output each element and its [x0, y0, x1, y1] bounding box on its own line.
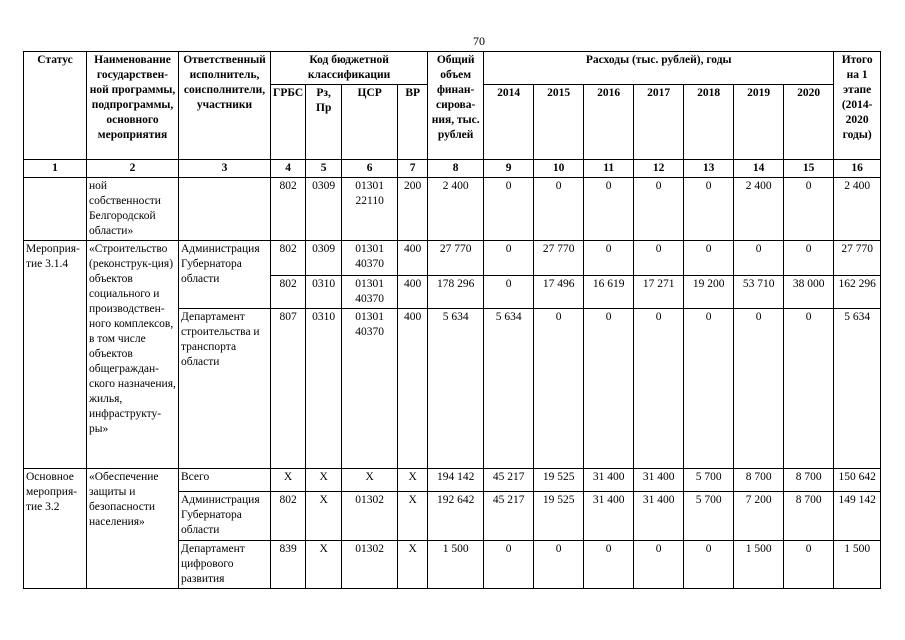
- year-cell: 5 634: [484, 309, 534, 469]
- executor-cell: Всего: [179, 469, 271, 492]
- year-cell: 19 525: [534, 492, 584, 541]
- total-cell: 194 142: [428, 469, 484, 492]
- header-status: Статус: [24, 52, 87, 160]
- year-cell: 5 700: [684, 492, 734, 541]
- year-cell: 1 500: [734, 541, 784, 589]
- year-cell: 0: [584, 241, 634, 276]
- year-cell: 0: [734, 309, 784, 469]
- vr-cell: 400: [398, 309, 428, 469]
- year-cell: 19 525: [534, 469, 584, 492]
- executor-cell: Администрация Губернатора области: [179, 241, 271, 309]
- year-cell: 8 700: [734, 469, 784, 492]
- csr-cell: 01302: [342, 492, 398, 541]
- rzpr-cell: 0310: [306, 309, 342, 469]
- total-cell: 27 770: [428, 241, 484, 276]
- year-cell: 31 400: [584, 492, 634, 541]
- year-cell: 0: [684, 541, 734, 589]
- table-row: [24, 469, 881, 492]
- column-number: 16: [834, 160, 881, 178]
- column-number-row: [24, 160, 881, 178]
- stage-total-cell: 162 296: [834, 276, 881, 309]
- year-cell: 0: [784, 241, 834, 276]
- table-row: [24, 178, 881, 241]
- total-cell: 2 400: [428, 178, 484, 241]
- year-cell: 8 700: [784, 492, 834, 541]
- header-year: 2019: [734, 85, 784, 160]
- header-executor: Ответственный исполнитель, соисполнители, участники: [179, 52, 271, 160]
- year-cell: 2 400: [734, 178, 784, 241]
- name-cell: «Строительство (реконструк-ция) объектов социального и производствен-ного комплексов, в том числе объектов общеграждан-ского назначения, жилья, инфраструкту-ры»: [87, 241, 179, 469]
- vr-cell: 400: [398, 276, 428, 309]
- header-csr: ЦСР: [342, 85, 398, 160]
- csr-cell: 01301 22110: [342, 178, 398, 241]
- grbs-cell: 802: [271, 276, 306, 309]
- executor-cell: Администрация Губернатора области: [179, 492, 271, 541]
- budget-table: [23, 51, 881, 589]
- rzpr-cell: X: [306, 492, 342, 541]
- year-cell: 17 271: [634, 276, 684, 309]
- header-year: 2017: [634, 85, 684, 160]
- executor-cell: Департамент строительства и транспорта области: [179, 309, 271, 469]
- column-number: 3: [179, 160, 271, 178]
- total-cell: 1 500: [428, 541, 484, 589]
- year-cell: 0: [584, 178, 634, 241]
- column-number: 14: [734, 160, 784, 178]
- total-cell: 192 642: [428, 492, 484, 541]
- year-cell: 0: [634, 241, 684, 276]
- column-number: 4: [271, 160, 306, 178]
- year-cell: 0: [684, 178, 734, 241]
- rzpr-cell: X: [306, 469, 342, 492]
- name-cell: ной собственности Белгородской области»: [87, 178, 179, 241]
- csr-cell: 01301 40370: [342, 276, 398, 309]
- header-grbs: ГРБС: [271, 85, 306, 160]
- stage-total-cell: 150 642: [834, 469, 881, 492]
- grbs-cell: 807: [271, 309, 306, 469]
- column-number: 7: [398, 160, 428, 178]
- year-cell: 0: [534, 541, 584, 589]
- column-number: 13: [684, 160, 734, 178]
- total-cell: 178 296: [428, 276, 484, 309]
- year-cell: 53 710: [734, 276, 784, 309]
- rzpr-cell: 0309: [306, 241, 342, 276]
- rzpr-cell: 0310: [306, 276, 342, 309]
- year-cell: 0: [634, 541, 684, 589]
- table-row: [24, 241, 881, 276]
- vr-cell: 200: [398, 178, 428, 241]
- header-total: Общий объем финан-сирова-ния, тыс. рублей: [428, 52, 484, 160]
- header-vr: ВР: [398, 85, 428, 160]
- year-cell: 0: [534, 178, 584, 241]
- stage-total-cell: 149 142: [834, 492, 881, 541]
- year-cell: 0: [634, 178, 684, 241]
- header-expenses-group: Расходы (тыс. рублей), годы: [484, 52, 834, 85]
- grbs-cell: 802: [271, 178, 306, 241]
- year-cell: 7 200: [734, 492, 784, 541]
- csr-cell: X: [342, 469, 398, 492]
- rzpr-cell: 0309: [306, 178, 342, 241]
- status-cell: [24, 178, 87, 241]
- column-number: 2: [87, 160, 179, 178]
- year-cell: 0: [634, 309, 684, 469]
- vr-cell: X: [398, 492, 428, 541]
- column-number: 1: [24, 160, 87, 178]
- year-cell: 31 400: [634, 469, 684, 492]
- header-name: Наименование государствен-ной программы, подпрограммы, основного мероприятия: [87, 52, 179, 160]
- csr-cell: 01301 40370: [342, 309, 398, 469]
- executor-cell: Департамент цифрового развития: [179, 541, 271, 589]
- year-cell: 0: [534, 309, 584, 469]
- year-cell: 0: [484, 241, 534, 276]
- vr-cell: 400: [398, 241, 428, 276]
- column-number: 11: [584, 160, 634, 178]
- year-cell: 0: [484, 276, 534, 309]
- year-cell: 5 700: [684, 469, 734, 492]
- column-number: 6: [342, 160, 398, 178]
- year-cell: 0: [734, 241, 784, 276]
- year-cell: 17 496: [534, 276, 584, 309]
- grbs-cell: 839: [271, 541, 306, 589]
- page-number: 70: [473, 34, 485, 48]
- grbs-cell: 802: [271, 241, 306, 276]
- year-cell: 0: [484, 178, 534, 241]
- header-year: 2020: [784, 85, 834, 160]
- rzpr-cell: X: [306, 541, 342, 589]
- column-number: 10: [534, 160, 584, 178]
- name-cell: «Обеспечение защиты и безопасности населения»: [87, 469, 179, 589]
- year-cell: 19 200: [684, 276, 734, 309]
- year-cell: 45 217: [484, 469, 534, 492]
- year-cell: 38 000: [784, 276, 834, 309]
- header-year: 2014: [484, 85, 534, 160]
- stage-total-cell: 2 400: [834, 178, 881, 241]
- year-cell: 31 400: [634, 492, 684, 541]
- status-cell: Мероприя-тие 3.1.4: [24, 241, 87, 469]
- column-number: 12: [634, 160, 684, 178]
- csr-cell: 01301 40370: [342, 241, 398, 276]
- grbs-cell: X: [271, 469, 306, 492]
- header-year: 2015: [534, 85, 584, 160]
- year-cell: 0: [784, 309, 834, 469]
- header-stage-total: Итого на 1 этапе (2014-2020 годы): [834, 52, 881, 160]
- header-code-group: Код бюджетной классификации: [271, 52, 428, 85]
- year-cell: 31 400: [584, 469, 634, 492]
- column-number: 15: [784, 160, 834, 178]
- year-cell: 0: [784, 541, 834, 589]
- grbs-cell: 802: [271, 492, 306, 541]
- header-year: 2018: [684, 85, 734, 160]
- executor-cell: [179, 178, 271, 241]
- year-cell: 8 700: [784, 469, 834, 492]
- stage-total-cell: 1 500: [834, 541, 881, 589]
- csr-cell: 01302: [342, 541, 398, 589]
- year-cell: 27 770: [534, 241, 584, 276]
- year-cell: 0: [784, 178, 834, 241]
- total-cell: 5 634: [428, 309, 484, 469]
- year-cell: 0: [584, 541, 634, 589]
- column-number: 8: [428, 160, 484, 178]
- stage-total-cell: 27 770: [834, 241, 881, 276]
- header-rzpr: Рз, Пр: [306, 85, 342, 160]
- year-cell: 0: [484, 541, 534, 589]
- year-cell: 0: [684, 309, 734, 469]
- vr-cell: X: [398, 541, 428, 589]
- vr-cell: X: [398, 469, 428, 492]
- column-number: 9: [484, 160, 534, 178]
- year-cell: 0: [684, 241, 734, 276]
- header-row-1: [24, 52, 881, 85]
- year-cell: 0: [584, 309, 634, 469]
- year-cell: 45 217: [484, 492, 534, 541]
- status-cell: Основное мероприя-тие 3.2: [24, 469, 87, 589]
- column-number: 5: [306, 160, 342, 178]
- year-cell: 16 619: [584, 276, 634, 309]
- header-year: 2016: [584, 85, 634, 160]
- stage-total-cell: 5 634: [834, 309, 881, 469]
